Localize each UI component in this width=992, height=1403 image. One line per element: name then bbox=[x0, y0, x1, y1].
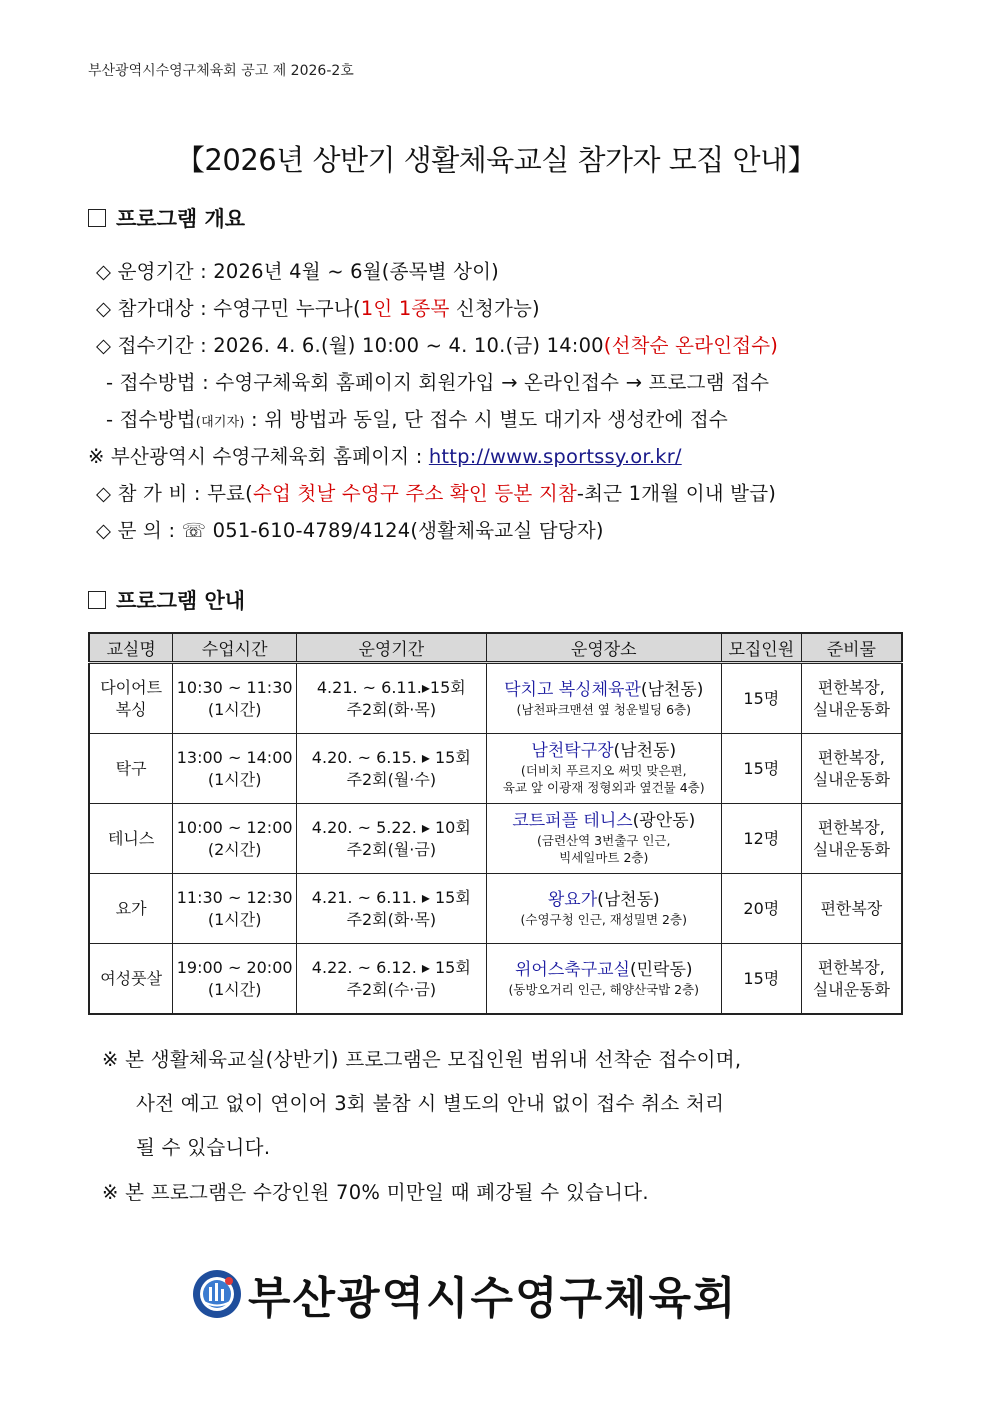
homepage-prefix: ※ 부산광역시 수영구체육회 홈페이지 : bbox=[88, 445, 429, 468]
venue-detail: (남천파크맨션 옆 청운빌딩 6층) bbox=[516, 701, 692, 717]
venue-name-text: 코트퍼플 테니스 bbox=[512, 811, 633, 832]
capacity-cell: 12명 bbox=[721, 804, 801, 874]
fee-highlight: 수업 첫날 수영구 주소 확인 등본 지참 bbox=[252, 482, 577, 505]
venue-cell bbox=[486, 734, 721, 804]
organization-name: 부산광역시수영구체육회 bbox=[248, 1273, 738, 1324]
table-row bbox=[89, 944, 902, 1015]
program-heading bbox=[88, 585, 245, 615]
homepage-link[interactable]: http://www.sportssy.or.kr/ bbox=[428, 445, 682, 468]
reception-prefix: ◇ 접수기간 : 2026. 4. 6.(월) 10:00 ~ 4. 10.(금) 14:00 bbox=[96, 334, 604, 357]
class-time-cell: 10:00 ~ 12:00 (2시간) bbox=[173, 804, 297, 874]
venue-name-text: 위어스축구교실 bbox=[515, 959, 630, 980]
operation-period-cell: 4.21. ~ 6.11. ▸ 15회 주2회(화·목) bbox=[297, 874, 487, 944]
column-header: 준비물 bbox=[801, 633, 902, 663]
venue-area: (남천동) bbox=[640, 679, 704, 700]
column-header: 운영장소 bbox=[486, 633, 721, 663]
note-1-line-3: 될 수 있습니다. bbox=[136, 1136, 271, 1159]
capacity-cell: 15명 bbox=[721, 663, 801, 734]
target-prefix: ◇ 참가대상 : 수영구민 누구나( bbox=[96, 297, 361, 320]
venue-cell bbox=[486, 874, 721, 944]
class-time-cell: 11:30 ~ 12:30 (1시간) bbox=[173, 874, 297, 944]
venue-detail: (더비치 푸르지오 써밋 맞은편, 육교 앞 이광재 정형외과 옆건물 4층) bbox=[502, 763, 705, 795]
contact-info: ◇ 문 의 : ☏ 051-610-4789/4124(생활체육교실 담당자) bbox=[96, 519, 604, 542]
square-bullet-icon bbox=[88, 209, 106, 227]
capacity-cell: 15명 bbox=[721, 944, 801, 1015]
table-row bbox=[89, 874, 902, 944]
table-row bbox=[89, 663, 902, 734]
class-name-cell: 다이어트 복싱 bbox=[89, 663, 173, 734]
venue-detail: (금련산역 3번출구 인근, 빅세일마트 2층) bbox=[537, 833, 671, 865]
reception-method: - 접수방법 : 수영구체육회 홈페이지 회원가입 → 온라인접수 → 프로그램 접수 bbox=[106, 371, 770, 394]
column-header: 운영기간 bbox=[297, 633, 487, 663]
table-row bbox=[89, 734, 902, 804]
class-time-cell: 10:30 ~ 11:30 (1시간) bbox=[173, 663, 297, 734]
overview-heading-label: 프로그램 개요 bbox=[116, 207, 246, 231]
class-name-cell: 요가 bbox=[89, 874, 173, 944]
operation-period-cell: 4.20. ~ 6.15. ▸ 15회 주2회(월·수) bbox=[297, 734, 487, 804]
venue-name-text: 남천탁구장 bbox=[531, 741, 614, 762]
supplies-cell: 편한복장, 실내운동화 bbox=[801, 944, 902, 1015]
fee-prefix: ◇ 참 가 비 : 무료( bbox=[96, 482, 253, 505]
class-name-cell: 테니스 bbox=[89, 804, 173, 874]
class-time-cell: 13:00 ~ 14:00 (1시간) bbox=[173, 734, 297, 804]
venue-area: (민락동) bbox=[629, 959, 693, 980]
venue-name bbox=[487, 959, 721, 982]
supplies-cell: 편한복장, 실내운동화 bbox=[801, 663, 902, 734]
overview-heading bbox=[88, 203, 245, 233]
capacity-cell: 20명 bbox=[721, 874, 801, 944]
venue-area: (남천동) bbox=[613, 741, 677, 762]
supplies-cell: 편한복장 bbox=[801, 874, 902, 944]
program-heading-label: 프로그램 안내 bbox=[116, 589, 246, 613]
venue-detail: (수영구청 인근, 재성밀면 2층) bbox=[520, 911, 687, 927]
venue-name-text: 닥치고 복싱체육관 bbox=[504, 679, 641, 700]
reception-method-waitlist bbox=[106, 404, 728, 432]
venue-detail: (동방오거리 인근, 해양산국밥 2층) bbox=[508, 981, 700, 997]
operation-period-cell: 4.21. ~ 6.11.▸15회 주2회(화·목) bbox=[297, 663, 487, 734]
supplies-cell: 편한복장, 실내운동화 bbox=[801, 734, 902, 804]
target-suffix: 신청가능) bbox=[449, 297, 540, 320]
venue-name bbox=[487, 679, 721, 702]
waitlist-prefix: - 접수방법 bbox=[106, 408, 196, 431]
participation-fee bbox=[96, 478, 776, 506]
note-1-line-1: ※ 본 생활체육교실(상반기) 프로그램은 모집인원 범위내 선착순 접수이며, bbox=[102, 1048, 742, 1071]
homepage-line bbox=[88, 441, 682, 469]
reception-highlight: (선착순 온라인접수) bbox=[603, 334, 779, 357]
column-header: 모집인원 bbox=[721, 633, 801, 663]
table-header-row bbox=[89, 633, 902, 663]
venue-name bbox=[487, 740, 721, 763]
waitlist-suffix: : 위 방법과 동일, 단 접수 시 별도 대기자 생성칸에 접수 bbox=[244, 408, 728, 431]
operation-period-cell: 4.20. ~ 5.22. ▸ 10회 주2회(월·금) bbox=[297, 804, 487, 874]
venue-area: (광안동) bbox=[632, 811, 696, 832]
reception-period bbox=[96, 330, 778, 358]
class-time-cell: 19:00 ~ 20:00 (1시간) bbox=[173, 944, 297, 1015]
supplies-cell: 편한복장, 실내운동화 bbox=[801, 804, 902, 874]
program-table bbox=[88, 632, 903, 1015]
class-name-cell: 탁구 bbox=[89, 734, 173, 804]
capacity-cell: 15명 bbox=[721, 734, 801, 804]
org-emblem-icon bbox=[192, 1269, 242, 1319]
column-header: 수업시간 bbox=[173, 633, 297, 663]
venue-name bbox=[487, 889, 721, 912]
waitlist-small: (대기자) bbox=[195, 415, 245, 430]
table-row bbox=[89, 804, 902, 874]
target-highlight: 1인 1종목 bbox=[360, 297, 450, 320]
note-2: ※ 본 프로그램은 수강인원 70% 미만일 때 폐강될 수 있습니다. bbox=[102, 1181, 649, 1204]
fee-suffix: -최근 1개월 이내 발급) bbox=[576, 482, 777, 505]
note-1-line-2: 사전 예고 없이 연이어 3회 불참 시 별도의 안내 없이 접수 취소 처리 bbox=[136, 1092, 725, 1115]
page-title: 【2026년 상반기 생활체육교실 참가자 모집 안내】 bbox=[175, 143, 817, 177]
footer bbox=[192, 1266, 738, 1322]
square-bullet-icon bbox=[88, 591, 106, 609]
notice-number: 부산광역시수영구체육회 공고 제 2026-2호 bbox=[88, 63, 354, 79]
operation-period: ◇ 운영기간 : 2026년 4월 ~ 6월(종목별 상이) bbox=[96, 260, 499, 283]
venue-name bbox=[487, 810, 721, 833]
venue-area: (남천동) bbox=[597, 889, 660, 910]
target-audience bbox=[96, 293, 540, 321]
operation-period-cell: 4.22. ~ 6.12. ▸ 15회 주2회(수·금) bbox=[297, 944, 487, 1015]
class-name-cell: 여성풋살 bbox=[89, 944, 173, 1015]
venue-name-text: 왕요가 bbox=[547, 889, 598, 910]
venue-cell bbox=[486, 804, 721, 874]
column-header: 교실명 bbox=[89, 633, 173, 663]
venue-cell bbox=[486, 944, 721, 1015]
venue-cell bbox=[486, 663, 721, 734]
